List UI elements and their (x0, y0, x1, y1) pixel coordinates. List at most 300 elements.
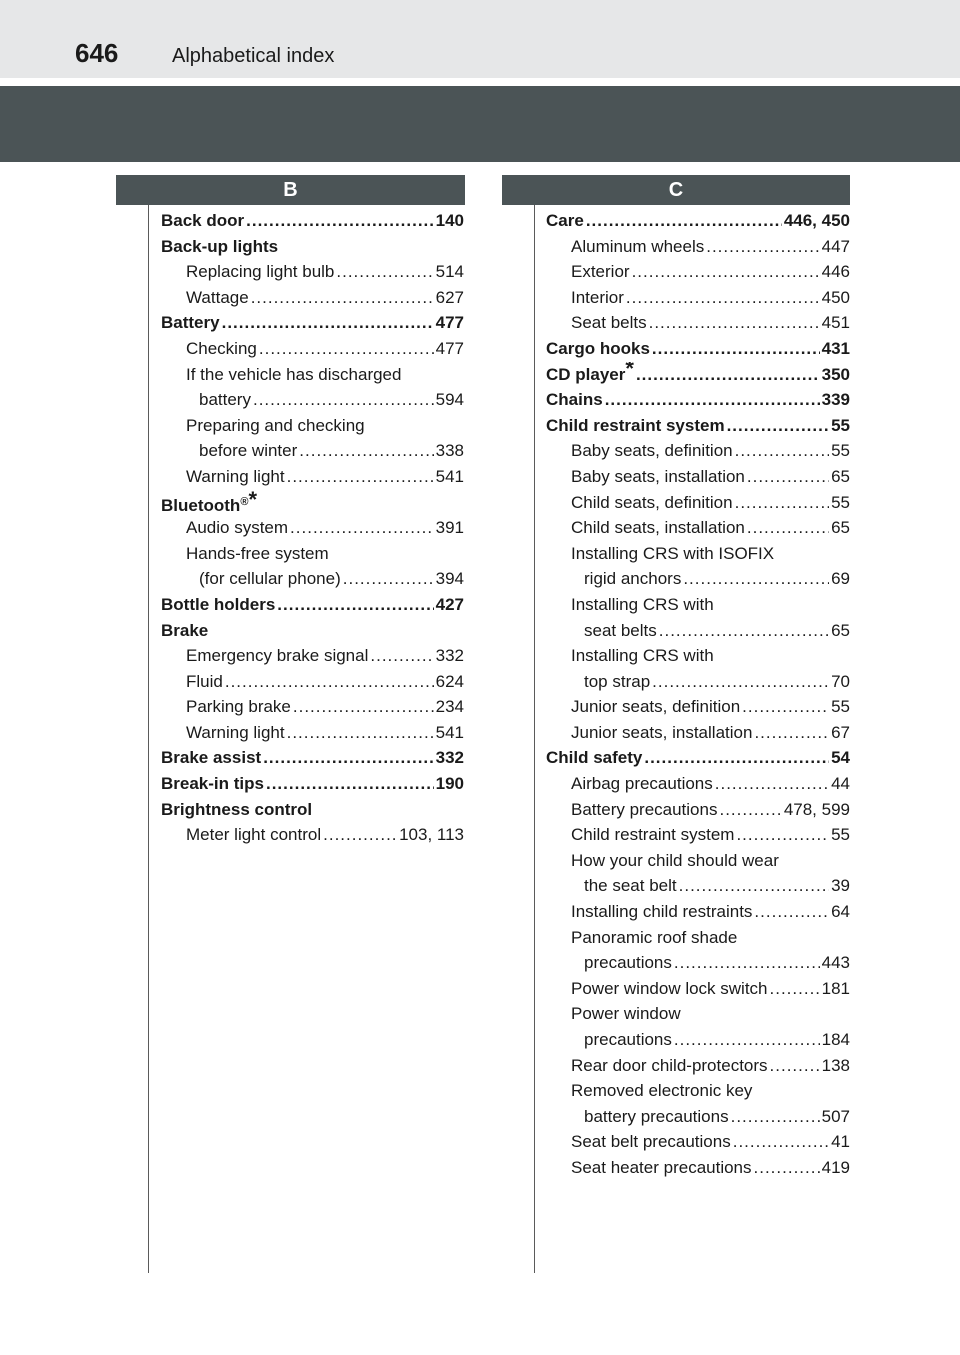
registered-mark: ® (240, 495, 249, 508)
entry-label (546, 208, 584, 234)
entry-label-text: Aluminum wheels (571, 236, 705, 256)
index-entry (546, 566, 850, 592)
column-divider-b (148, 205, 149, 1273)
page-number: 646 (75, 38, 119, 68)
index-entry (546, 797, 850, 823)
index-entry (546, 1078, 850, 1104)
index-entry (161, 669, 464, 695)
entry-label (186, 285, 249, 311)
leader-dots (343, 566, 434, 592)
entry-label (199, 387, 251, 413)
entry-label-text: Break-in tips (161, 774, 264, 794)
entry-page-ref: 339 (821, 390, 850, 410)
entry-label (186, 259, 334, 285)
index-entry (161, 771, 464, 797)
index-entry (161, 387, 464, 413)
entry-label-text: Seat belts (571, 313, 647, 333)
index-entry (161, 541, 464, 567)
entry-label (161, 797, 312, 823)
leader-dots (287, 720, 434, 746)
index-entry (161, 720, 464, 746)
entry-label (571, 925, 737, 951)
entry-label-text: Warning light (186, 466, 285, 486)
header-band (0, 86, 960, 162)
index-entry (546, 925, 850, 951)
entry-label (546, 362, 634, 388)
entry-page-ref: 477 (435, 313, 464, 333)
index-entry (546, 285, 850, 311)
entry-page-ref: 514 (435, 262, 464, 282)
entry-page-ref: 332 (435, 748, 464, 768)
leader-dots (225, 669, 434, 695)
entry-label-text: Rear door child-protectors (571, 1055, 768, 1075)
entry-label-text: Replacing light bulb (186, 262, 335, 282)
entry-label (571, 438, 733, 464)
entry-label (584, 566, 681, 592)
index-entry (161, 566, 464, 592)
leader-dots (674, 1027, 820, 1053)
entry-label (571, 720, 752, 746)
entry-page-ref: 394 (435, 569, 464, 589)
entry-label (571, 1155, 752, 1181)
entry-label-text: Parking brake (186, 697, 291, 717)
index-entry (546, 618, 850, 644)
entry-page-ref: 338 (435, 441, 464, 461)
entry-label-text: precautions (584, 953, 672, 973)
entry-label (546, 336, 650, 362)
leader-dots (586, 208, 782, 234)
entry-page-ref: 65 (831, 518, 850, 538)
entry-label (584, 873, 677, 899)
entry-label-text: Child safety (546, 748, 643, 768)
entry-page-ref: 427 (435, 594, 464, 614)
index-entry (161, 745, 464, 771)
leader-dots (736, 822, 829, 848)
entry-page-ref: 55 (831, 825, 850, 845)
entry-label (186, 643, 368, 669)
entry-label (571, 490, 733, 516)
index-entry (546, 310, 850, 336)
entry-label (584, 618, 657, 644)
index-entry (546, 1053, 850, 1079)
entry-label (584, 1027, 672, 1053)
leader-dots (605, 387, 820, 413)
entry-page-ref: 478, 599 (783, 799, 850, 819)
entry-page-ref: 55 (831, 492, 850, 512)
entry-label (571, 797, 717, 823)
leader-dots (754, 720, 829, 746)
entry-page-ref: 55 (831, 415, 850, 435)
entry-label (571, 1053, 768, 1079)
index-entry (161, 515, 464, 541)
entry-label (186, 515, 288, 541)
entry-page-ref: 419 (821, 1157, 850, 1177)
index-entry (161, 464, 464, 490)
entry-label-text: Child restraint system (571, 825, 735, 845)
index-entry (161, 413, 464, 439)
entry-label (186, 694, 291, 720)
leader-dots (652, 669, 829, 695)
entry-label-text: Installing CRS with ISOFIX (571, 543, 775, 563)
entry-label (571, 515, 745, 541)
entry-label-text: Brake (161, 620, 209, 640)
leader-dots (742, 694, 829, 720)
entry-page-ref: 190 (435, 774, 464, 794)
index-entry (161, 438, 464, 464)
index-entry (161, 234, 464, 260)
entry-page-ref: 477 (435, 338, 464, 358)
index-entry (546, 387, 850, 413)
leader-dots (290, 515, 434, 541)
entry-label (571, 310, 647, 336)
letter-heading-b: B (116, 175, 465, 205)
leader-dots (679, 873, 829, 899)
entry-label-text: Wattage (186, 287, 249, 307)
leader-dots (674, 950, 820, 976)
entry-label-text: Back-up lights (161, 236, 279, 256)
entry-label-text: CD player (546, 364, 626, 384)
index-entry (161, 643, 464, 669)
entry-label (571, 694, 740, 720)
entry-label-text: Fluid (186, 671, 223, 691)
entry-label-text: Audio system (186, 518, 289, 538)
index-entry (546, 976, 850, 1002)
leader-dots (636, 362, 820, 388)
entry-label (161, 618, 208, 644)
entry-label-text: How your child should wear (571, 850, 779, 870)
leader-dots (735, 438, 829, 464)
index-entry (546, 694, 850, 720)
index-entry (546, 848, 850, 874)
leader-dots (754, 899, 829, 925)
leader-dots (287, 464, 434, 490)
leader-dots (706, 234, 819, 260)
entry-label-text: battery precautions (584, 1106, 729, 1126)
index-entry (161, 618, 464, 644)
entry-label-text: Battery (161, 313, 220, 333)
index-entry (161, 336, 464, 362)
index-entry (546, 669, 850, 695)
entry-label-text: Brake assist (161, 748, 262, 768)
entry-page-ref: 103, 113 (399, 825, 464, 845)
entry-label (571, 1001, 681, 1027)
entry-label-text: Emergency brake signal (186, 646, 369, 666)
leader-dots (683, 566, 829, 592)
entry-label (199, 438, 297, 464)
index-entry (161, 592, 464, 618)
index-entry (546, 1129, 850, 1155)
entry-label (571, 259, 630, 285)
entry-page-ref: 181 (821, 978, 850, 998)
entry-label (571, 1078, 752, 1104)
entry-page-ref: 391 (435, 518, 464, 538)
entry-label (584, 950, 672, 976)
index-entry (546, 745, 850, 771)
leader-dots (266, 771, 434, 797)
entry-page-ref: 446 (821, 262, 850, 282)
entry-label (571, 464, 745, 490)
entry-page-ref: 350 (821, 364, 850, 384)
leader-dots (770, 1053, 820, 1079)
entry-label-text: Seat belt precautions (571, 1132, 731, 1152)
entry-label (186, 464, 285, 490)
entry-label-text: seat belts (584, 620, 657, 640)
entry-page-ref: 41 (831, 1132, 850, 1152)
entry-label-text: Junior seats, installation (571, 722, 753, 742)
leader-dots (649, 310, 820, 336)
leader-dots (659, 618, 829, 644)
leader-dots (259, 336, 434, 362)
entry-label-text: Airbag precautions (571, 774, 713, 794)
entry-page-ref: 69 (831, 569, 850, 589)
index-entry (546, 1001, 850, 1027)
index-entry (161, 490, 464, 516)
entry-page-ref: 450 (821, 287, 850, 307)
entry-page-ref: 447 (821, 236, 850, 256)
index-entry (161, 259, 464, 285)
entry-label-text: Exterior (571, 262, 630, 282)
index-entry (546, 234, 850, 260)
index-entry (161, 797, 464, 823)
entry-page-ref: 541 (435, 466, 464, 486)
leader-dots (246, 208, 433, 234)
index-entry (546, 336, 850, 362)
entry-label-text: Hands-free system (186, 543, 329, 563)
leader-dots (263, 745, 433, 771)
leader-dots (731, 1104, 820, 1130)
entry-label-text: Meter light control (186, 825, 322, 845)
index-entry (546, 208, 850, 234)
entry-label-text: Removed electronic key (571, 1081, 753, 1101)
entry-label-text: (for cellular phone) (199, 569, 341, 589)
entry-label-text: top strap (584, 671, 651, 691)
entry-label-text: Seat heater precautions (571, 1157, 752, 1177)
leader-dots (222, 310, 434, 336)
leader-dots (370, 643, 433, 669)
leader-dots (747, 515, 829, 541)
entry-label-text: If the vehicle has discharged (186, 364, 402, 384)
entry-label-text: Installing CRS with (571, 594, 714, 614)
entry-label (161, 310, 220, 336)
footnote-star-icon: * (625, 361, 634, 381)
leader-dots (719, 797, 781, 823)
entry-label-text: Child seats, installation (571, 518, 745, 538)
entry-page-ref: 44 (831, 774, 850, 794)
entry-label (571, 822, 734, 848)
index-entry (161, 285, 464, 311)
entry-page-ref: 55 (831, 441, 850, 461)
footnote-star-icon: * (248, 489, 257, 512)
entry-page-ref: 431 (821, 338, 850, 358)
index-entry (161, 310, 464, 336)
entry-label (546, 413, 725, 439)
entry-label-text: precautions (584, 1030, 672, 1049)
entry-label (186, 720, 285, 746)
index-entry (546, 515, 850, 541)
entry-label (186, 541, 329, 567)
entry-label-text: the seat belt (584, 876, 677, 896)
entry-label (161, 592, 275, 618)
index-entry (546, 720, 850, 746)
index-entry (546, 259, 850, 285)
entry-page-ref: 54 (831, 748, 850, 768)
index-entry (546, 899, 850, 925)
entry-label-text: rigid anchors (584, 569, 682, 589)
entry-label (571, 848, 779, 874)
leader-dots (251, 285, 434, 311)
entry-label (571, 1129, 731, 1155)
entry-label-text: battery (199, 390, 251, 410)
index-entry (546, 643, 850, 669)
entry-label (571, 899, 752, 925)
leader-dots (323, 822, 397, 848)
leader-dots (652, 336, 820, 362)
leader-dots (253, 387, 434, 413)
leader-dots (733, 1129, 829, 1155)
entry-label-text: Child restraint system (546, 415, 725, 435)
entry-page-ref: 65 (831, 466, 850, 486)
entry-page-ref: 541 (435, 722, 464, 742)
entry-label-text: Panoramic roof shade (571, 927, 738, 947)
index-entry (546, 490, 850, 516)
entry-label (161, 745, 261, 771)
entry-label (161, 771, 264, 797)
entry-label (186, 336, 257, 362)
entry-page-ref: 443 (821, 953, 850, 973)
entry-label-text: Power window lock switch (571, 978, 768, 998)
entry-label-text: Baby seats, installation (571, 466, 745, 486)
entry-label-text: Preparing and checking (186, 415, 365, 435)
leader-dots (735, 490, 829, 516)
index-entry (546, 413, 850, 439)
leader-dots (336, 259, 433, 285)
entry-page-ref: 55 (831, 697, 850, 717)
entry-label-text: Warning light (186, 722, 285, 742)
index-entry (546, 438, 850, 464)
entry-label-text: Child seats, definition (571, 492, 733, 512)
index-column-c (546, 208, 850, 1181)
entry-label-text: Interior (571, 287, 624, 307)
index-entry (546, 771, 850, 797)
leader-dots (644, 745, 829, 771)
index-entry (161, 822, 464, 848)
index-entry (161, 694, 464, 720)
entry-label-text: Power window (571, 1004, 681, 1024)
leader-dots (277, 592, 433, 618)
index-entry (546, 464, 850, 490)
entry-label (546, 387, 603, 413)
entry-label-text: Chains (546, 390, 603, 410)
index-entry (546, 362, 850, 388)
entry-page-ref: 507 (821, 1106, 850, 1126)
leader-dots (754, 1155, 820, 1181)
entry-page-ref: 67 (831, 722, 850, 742)
entry-label (186, 669, 223, 695)
entry-label (571, 771, 713, 797)
index-entry (161, 362, 464, 388)
entry-page-ref: 451 (821, 313, 850, 333)
index-entry (546, 541, 850, 567)
index-entry (546, 950, 850, 976)
entry-label (546, 745, 642, 771)
entry-label (571, 976, 768, 1002)
entry-label-text: Checking (186, 338, 257, 358)
entry-label-text: Bluetooth (161, 495, 241, 515)
entry-label (161, 208, 244, 234)
letter-heading-c: C (502, 175, 850, 205)
entry-label (584, 669, 650, 695)
entry-label (571, 541, 774, 567)
index-entry (546, 1027, 850, 1053)
leader-dots (770, 976, 820, 1002)
leader-dots (747, 464, 829, 490)
index-entry (546, 592, 850, 618)
entry-label-text: Installing CRS with (571, 646, 714, 666)
entry-page-ref: 39 (831, 876, 850, 896)
leader-dots (727, 413, 830, 439)
index-entry (546, 873, 850, 899)
entry-page-ref: 70 (831, 671, 850, 691)
entry-label (186, 413, 365, 439)
leader-dots (299, 438, 433, 464)
leader-dots (626, 285, 820, 311)
entry-label-text: Back door (161, 211, 245, 230)
entry-label (186, 362, 401, 388)
index-entry (161, 208, 464, 234)
entry-page-ref: 627 (435, 287, 464, 307)
entry-label (161, 490, 257, 516)
entry-label (571, 592, 714, 618)
entry-page-ref: 64 (831, 902, 850, 922)
entry-page-ref: 65 (831, 620, 850, 640)
entry-label-text: Care (546, 211, 584, 230)
entry-page-ref: 138 (821, 1055, 850, 1075)
entry-label-text: Installing child restraints (571, 902, 753, 922)
entry-page-ref: 184 (821, 1030, 850, 1049)
entry-label (584, 1104, 729, 1130)
entry-label-text: Junior seats, definition (571, 697, 741, 717)
entry-label (199, 566, 341, 592)
index-column-b (161, 208, 464, 848)
entry-label-text: Brightness control (161, 799, 313, 819)
column-divider-c (534, 205, 535, 1273)
entry-label-text: before winter (199, 441, 298, 461)
entry-page-ref: 234 (435, 697, 464, 717)
entry-label-text: Bottle holders (161, 594, 276, 614)
entry-page-ref: 140 (435, 211, 464, 230)
entry-label (571, 643, 714, 669)
index-entry (546, 1155, 850, 1181)
entry-page-ref: 446, 450 (783, 211, 850, 230)
leader-dots (293, 694, 434, 720)
header-bar (0, 0, 960, 78)
entry-label (161, 234, 278, 260)
entry-label (571, 285, 624, 311)
entry-page-ref: 332 (435, 646, 464, 666)
entry-page-ref: 594 (435, 390, 464, 410)
leader-dots (632, 259, 820, 285)
entry-label-text: Cargo hooks (546, 338, 650, 358)
index-entry (546, 1104, 850, 1130)
index-entry (546, 822, 850, 848)
page-title: Alphabetical index (172, 45, 335, 67)
entry-label (571, 234, 704, 260)
entry-label-text: Baby seats, definition (571, 441, 733, 461)
entry-label-text: Battery precautions (571, 799, 718, 819)
entry-label (186, 822, 321, 848)
leader-dots (715, 771, 829, 797)
entry-page-ref: 624 (435, 671, 464, 691)
